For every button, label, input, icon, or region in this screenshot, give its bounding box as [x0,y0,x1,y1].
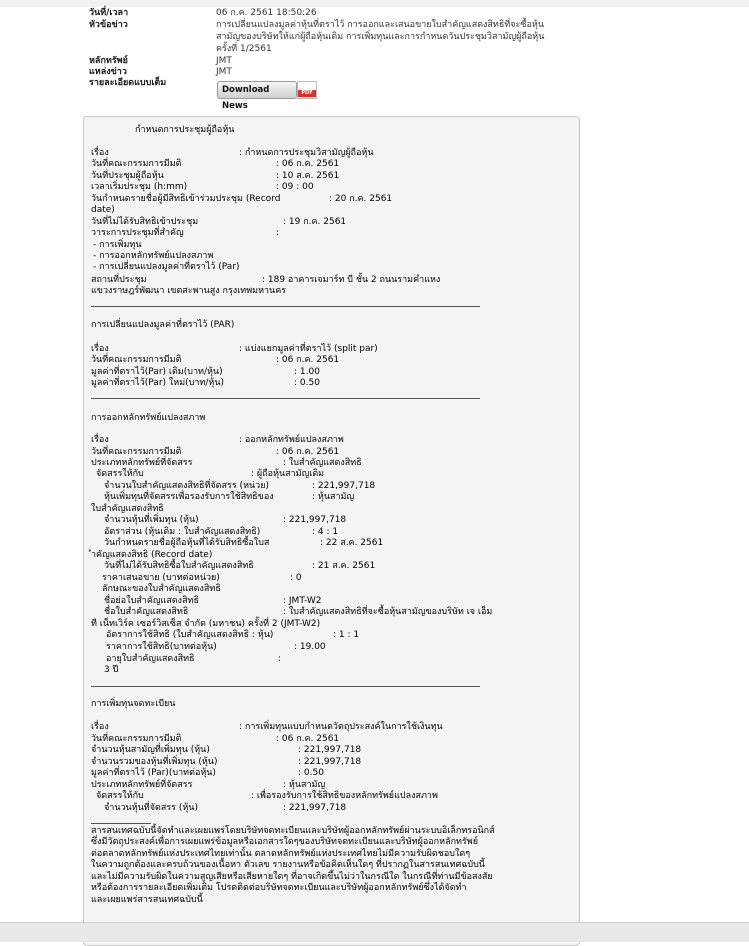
body-line: ซึ่งมีวัตถุประสงค์เพื่อการเผยแพร่ข้อมูลหรือเอกสารใดๆของบริษัทจดทะเบียนและบริษัทผู้ออกหลักทรัพย์ [91,837,479,847]
body-line: : หุ้นสามัญ [312,492,355,502]
header-label: แหล่งข่าว [89,67,127,77]
body-line: : 1 : 1 [333,630,360,640]
body-line: : ผู้ถือหุ้นสามัญเดิม [251,469,325,479]
body-line: : แบ่งแยกมูลค่าที่ตราไว้ (split par) [239,344,378,354]
body-line: : 221,997,718 [312,481,376,491]
body-line: ชื่อใบสำคัญแสดงสิทธิ [104,607,189,617]
section-divider [91,398,480,399]
body-line: การออกหลักทรัพย์แปลงสภาพ [91,413,206,423]
body-line: อายุใบสำคัญแสดงสิทธิ [106,654,195,664]
body-line: มูลค่าที่ตราไว้(Par) ใหม่(บาท/หุ้น) [91,378,224,388]
body-line: : 20 ก.ค. 2561 [329,194,393,204]
body-line: : 10 ส.ค. 2561 [276,171,340,181]
body-line: ประเภทหลักทรัพย์ที่จัดสรร [91,780,193,790]
header-label: หลักทรัพย์ [89,56,128,66]
body-line: ชื่อย่อใบสำคัญแสดงสิทธิ [104,596,199,606]
body-line: - การเปลี่ยนแปลงมูลค่าที่ตราไว้ (Par) [93,262,240,272]
header-value: JMT [216,67,232,77]
body-line: การเปลี่ยนแปลงมูลค่าที่ตราไว้ (PAR) [91,320,235,330]
body-line: จำนวนหุ้นสามัญที่เพิ่มทุน (หุ้น) [91,745,210,755]
body-line: มูลค่าที่ตราไว้(Par) เดิม(บาท/หุ้น) [91,367,223,377]
header-value: การเปลี่ยนแปลงมูลค่าหุ้นที่ตราไว้ การออกและเสนอขายใบสำคัญแสดงสิทธิที่จะซื้อหุ้น [216,20,544,30]
body-line: : 06 ก.ค. 2561 [276,159,340,169]
body-line: : 0.50 [294,378,320,388]
body-line: ใบสำคัญแสดงสิทธิ [91,504,164,514]
body-line: : 189 อาคารเจมาร์ท บี ชั้น 2 ถนนรามคำแหง [262,275,441,285]
body-line: ลักษณะของใบสำคัญแสดงสิทธิ [102,584,221,594]
body-line: : [278,654,282,664]
body-line: วาระการประชุมที่สำคัญ [91,228,184,238]
body-line: มูลค่าที่ตราไว้ (Par)(บาทต่อหุ้น) [91,768,216,778]
body-line: และเผยแพร่สารสนเทศฉบับนี้ [91,895,203,905]
body-line: ำคัญแสดงสิทธิ (Record date) [91,550,213,560]
body-line: วันที่คณะกรรมการมีมติ [91,159,182,169]
body-line: เรื่อง [91,435,109,445]
body-line: : ใบสำคัญแสดงสิทธิ [283,458,362,468]
body-line: สถานที่ประชุม [91,275,147,285]
body-line: ที เน็ทเวิร์ค เซอร์วิสเซ็ส จำกัด (มหาชน) ครั้งที่ 2 (JMT-W2) [91,619,321,629]
body-line: - การออกหลักทรัพย์แปลงสภาพ [93,251,214,261]
pdf-icon-label: PDF [298,90,316,97]
body-line: : 06 ก.ค. 2561 [276,355,340,365]
body-line: สารสนเทศฉบับนี้จัดทำและเผยแพร่โดยบริษัทจดทะเบียนและบริษัทผู้ออกหลักทรัพย์ผ่านระบบอิเล็กทรอนิกส์ [91,826,495,836]
body-line: 3 ปี [104,665,119,675]
body-line: : 221,997,718 [283,515,347,525]
bottom-status-bar [0,922,749,942]
download-news-button[interactable]: Download News [217,81,297,99]
body-line: วันกำหนดรายชื่อผู้มีสิทธิเข้าร่วมประชุม (Record [91,194,281,204]
header-label: หัวข้อข่าว [89,20,128,30]
body-line: ประเภทหลักทรัพย์ที่จัดสรร [91,458,193,468]
body-line: : 221,997,718 [298,757,362,767]
header-label: รายละเอียดแบบเต็ม [89,78,167,88]
top-tab-strip [0,0,749,7]
body-line: ในความถูกต้องและครบถ้วนของเนื้อหา ตัวเลข รายงานหรือข้อคิดเห็นใดๆ ที่ปรากฏในสารสนเทศฉบับนี้ [91,860,485,870]
body-line: : JMT-W2 [283,596,322,606]
body-line: : กำหนดการประชุมวิสามัญผู้ถือหุ้น [239,148,374,158]
header-value: สามัญของบริษัทให้แก่ผู้ถือหุ้นเดิม การเพิ่มทุนและการกำหนดวันประชุมวิสามัญผู้ถือหุ้น [216,32,545,42]
body-line: การเพิ่มทุนจดทะเบียน [91,699,176,709]
body-line: ราคาเสนอขาย (บาทต่อหน่วย) [102,573,220,583]
body-line: - การเพิ่มทุน [93,240,142,250]
body-line: แขวงราษฎร์พัฒนา เขตสะพานสูง กรุงเทพมหานคร [91,286,287,296]
body-line: วันที่ประชุมผู้ถือหุ้น [91,171,164,181]
body-line: เรื่อง [91,722,109,732]
body-line: เรื่อง [91,344,109,354]
section-divider [91,823,151,824]
header-value: 06 ก.ค. 2561 18:50:26 [216,8,317,18]
section-divider [91,306,480,307]
body-line: วันที่คณะกรรมการมีมติ [91,355,182,365]
body-line: วันที่ไม่ได้รับสิทธิเข้าประชุม [91,217,199,227]
body-line: : 09 : 00 [276,182,314,192]
body-line: : 21 ส.ค. 2561 [312,561,376,571]
body-line: : 0 [290,573,302,583]
body-line: อัตราการใช้สิทธิ (ใบสำคัญแสดงสิทธิ : หุ้น) [106,630,274,640]
body-line: : 0.50 [298,768,324,778]
body-line: วันกำหนดรายชื่อผู้ถือหุ้นที่ได้รับสิทธิซื้อใบส [104,538,270,548]
body-line: อัตราส่วน (หุ้นเดิม : ใบสำคัญแสดงสิทธิ) [104,527,261,537]
body-line: : หุ้นสามัญ [283,780,326,790]
body-line: : 221,997,718 [298,745,362,755]
pdf-icon[interactable] [297,81,317,99]
body-line: วันที่คณะกรรมการมีมติ [91,734,182,744]
body-line: : การเพิ่มทุนแบบกำหนดวัตถุประสงค์ในการใช้เงินทุน [239,722,443,732]
body-line: ราคาการใช้สิทธิ(บาทต่อหุ้น) [106,642,217,652]
body-line: หุ้นเพิ่มทุนที่จัดสรรเพื่อรองรับการใช้สิทธิของ [104,492,274,502]
header-value: ครั้งที่ 1/2561 [216,44,272,54]
body-line: จัดสรรให้กับ [96,469,144,479]
body-line: จัดสรรให้กับ [96,791,144,801]
body-line: วันที่คณะกรรมการมีมติ [91,447,182,457]
body-line: : 06 ก.ค. 2561 [276,734,340,744]
body-line: : 4 : 1 [312,527,339,537]
body-line: ต่อตลาดหลักทรัพย์แห่งประเทศไทยเท่านั้น ตลาดหลักทรัพย์แห่งประเทศไทยไม่มีความรับผิดชอบใดๆ [91,849,471,859]
body-line: : 22 ส.ค. 2561 [320,538,384,548]
body-line: : 19 ก.ค. 2561 [283,217,347,227]
body-line: : 06 ก.ค. 2561 [276,447,340,457]
body-line: : 19.00 [294,642,326,652]
body-line: : เพื่อรองรับการใช้สิทธิของหลักทรัพย์แปลงสภาพ [251,791,438,801]
header-label: วันที่/เวลา [89,8,129,18]
body-line: จำนวนใบสำคัญแสดงสิทธิที่จัดสรร (หน่วย) [104,481,269,491]
body-line: : [276,228,280,238]
body-line: : ใบสำคัญแสดงสิทธิที่จะซื้อหุ้นสามัญของบริษัท เจ เอ็ม [283,607,493,617]
section-divider [91,686,480,687]
body-line: เรื่อง [91,148,109,158]
body-line: : ออกหลักทรัพย์แปลงสภาพ [239,435,344,445]
body-line: จำนวนหุ้นที่เพิ่มทุน (หุ้น) [104,515,199,525]
body-line: วันที่ไม่ได้รับสิทธิซื้อใบสำคัญแสดงสิทธิ [104,561,254,571]
body-line: จำนวนหุ้นที่จัดสรร (หุ้น) [104,803,198,813]
header-value: JMT [216,56,232,66]
body-line: : 221,997,718 [283,803,347,813]
body-line: หรือต้องการรายละเอียดเพิ่มเติม โปรดติดต่อบริษัทจดทะเบียนและบริษัทผู้ออกหลักทรัพย์ซึ่งได้จัดทำ [91,883,467,893]
body-line: เวลาเริ่มประชุม (h:mm) [91,182,188,192]
body-line: : 1.00 [294,367,320,377]
body-line: จำนวนรวมของหุ้นที่เพิ่มทุน (หุ้น) [91,757,218,767]
body-line: กำหนดการประชุมผู้ถือหุ้น [135,125,235,135]
body-line: และไม่มีความรับผิดในความสูญเสียหรือเสียหายใดๆ ที่อาจเกิดขึ้นไม่ว่าในกรณีใด ในกรณีที่ท่านมีข้อสงสัย [91,872,493,882]
body-line: date) [91,205,115,215]
